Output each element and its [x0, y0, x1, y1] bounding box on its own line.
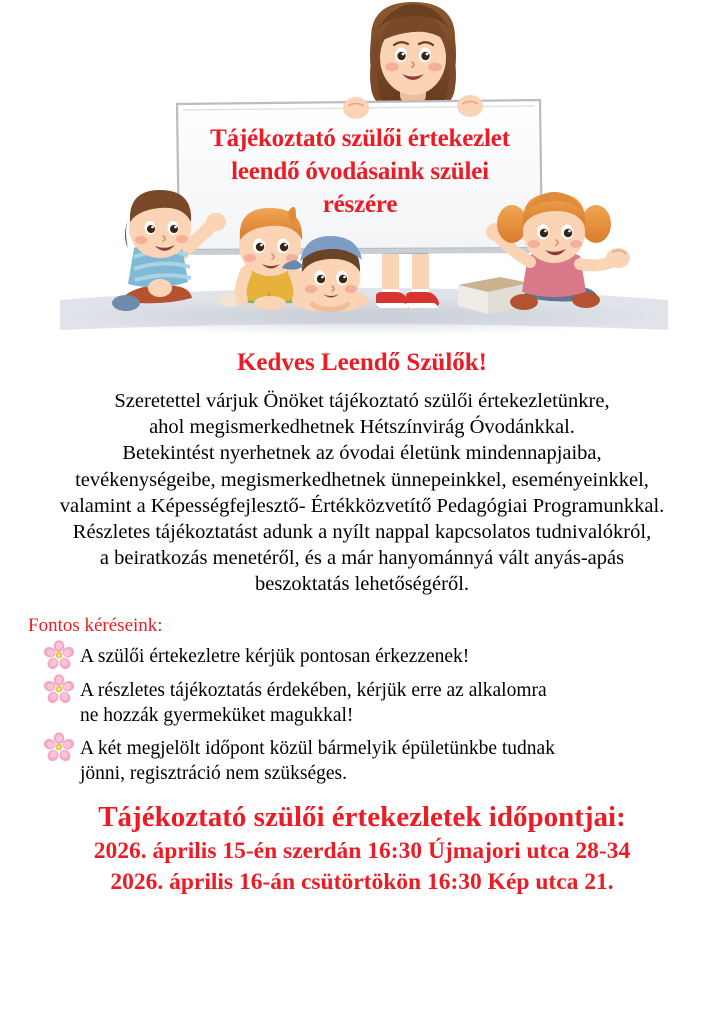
boy2-eye-glint-left: [260, 244, 263, 247]
intro-line: Részletes tájékoztatást adunk a nyílt nappal kapcsolatos tudnivalókról,: [72, 521, 652, 544]
list-item: [44, 644, 724, 670]
boy1-pupil-left: [147, 225, 155, 233]
girl-eye-glint-left: [544, 230, 547, 233]
boy3-pupil-left: [317, 275, 325, 283]
boy2-pupil-left: [256, 243, 264, 251]
girl-pupil-right: [564, 229, 572, 237]
cherry-blossom-icon: [44, 640, 74, 670]
poster-illustration: [0, 0, 724, 340]
boy2-arm-left: [241, 272, 246, 300]
boy1-cheek-left: [135, 236, 147, 244]
boy1-hand-raised: [206, 213, 226, 231]
teacher-hand-left: [343, 97, 369, 119]
intro-line: beszoktatás lehetőségéről.: [254, 573, 470, 596]
dates-heading: Tájékoztató szülői értekezletek időpontjai:: [98, 800, 626, 833]
intro-paragraph: [0, 388, 724, 598]
intro-line: ahol megismerkedhetnek Hétszínvirág Óvodánkkal.: [149, 416, 575, 439]
boy3-pupil-right: [339, 275, 347, 283]
intro-line: valamint a Képességfejlesztő- Értékközvetítő Pedagógiai Programunkkal.: [59, 494, 665, 517]
boy1-shoe: [112, 295, 140, 311]
request-line: A részletes tájékoztatás érdekében, kérjük erre az alkalomra: [80, 679, 547, 701]
date-entry: 2026. április 16-án csütörtökön 16:30 Kép utca 21.: [110, 868, 614, 895]
teacher-eye-glint-right: [426, 53, 429, 56]
requests-heading: Fontos kéréseink:: [28, 614, 163, 636]
boy3-eye-glint-left: [321, 276, 324, 279]
requests-list: [0, 644, 724, 786]
boy1-eye-glint-right: [174, 226, 177, 229]
boy2-cheek-left: [244, 254, 256, 262]
boy3-eye-glint-right: [343, 276, 346, 279]
intro-line: a beiratkozás menetéről, és a már hanyománnyá vált anyás-apás: [99, 547, 625, 570]
request-line: A szülői értekezletre kérjük pontosan érkezzenek!: [80, 645, 470, 667]
list-item: [44, 736, 724, 786]
girl-shoe-left: [510, 294, 538, 310]
boy1-hair-side: [125, 220, 128, 248]
banner-line-1: Tájékoztató szülői értekezlet: [210, 125, 510, 152]
girl-eye-glint-right: [568, 230, 571, 233]
list-item-text: [80, 678, 547, 728]
boy1-cheek-right: [176, 235, 188, 243]
boy3-cheek-right: [345, 285, 357, 293]
intro-line: Betekintést nyerhetnek az óvodai életünk mindennapjaiba,: [122, 442, 602, 465]
boy2-eye-glint-right: [284, 244, 287, 247]
teacher-cheek-left: [385, 63, 399, 72]
teacher-hand-right: [457, 95, 483, 117]
intro-line: tevékenységeibe, megismerkedhetnek ünnepeinkkel, eseményeinkkel,: [75, 468, 649, 491]
girl-cheek-left: [528, 240, 540, 248]
banner-line-2: leendő óvodásaink szülei: [231, 158, 489, 185]
teacher-shoe-sole-right: [406, 303, 438, 308]
intro-line: Szeretettel várjuk Önöket tájékoztató szülői értekezletünkre,: [114, 390, 610, 412]
teacher-pupil-left: [397, 52, 405, 60]
boy2-hands: [254, 296, 286, 310]
girl-cheek-right: [570, 240, 582, 248]
cherry-blossom-icon: [44, 674, 74, 704]
teacher-eye-glint-left: [402, 53, 405, 56]
girl-pigtail-right: [581, 205, 611, 243]
illustration-artwork: [0, 0, 724, 340]
boy1-hand-on-knee: [148, 279, 172, 297]
list-item: [44, 678, 724, 728]
teacher-shoe-sole-left: [376, 303, 408, 308]
sign-panel: [177, 100, 542, 250]
boy2-pupil-right: [280, 243, 288, 251]
cherry-blossom-icon: [44, 732, 74, 762]
request-line: A két megjelölt időpont közül bármelyik épületünkbe tudnak: [80, 737, 555, 759]
girl-pigtail-left: [497, 205, 527, 243]
request-line: jönni, regisztráció nem szükséges.: [80, 762, 347, 784]
boy3-cheek-left: [305, 285, 317, 293]
list-item-text: [80, 644, 469, 669]
dates-section: [0, 798, 724, 898]
request-line: ne hozzák gyermeküket magukkal!: [80, 704, 354, 726]
girl-pupil-left: [540, 229, 548, 237]
teacher-pupil-right: [421, 52, 429, 60]
list-item-text: [80, 736, 555, 786]
banner-line-3: részére: [322, 191, 398, 218]
teacher-cheek-right: [428, 63, 442, 72]
boy1-pupil-right: [170, 225, 178, 233]
greeting-heading: Kedves Leendő Szülők!: [236, 349, 488, 376]
date-entry: 2026. április 15-én szerdán 16:30 Újmajori utca 28-34: [93, 837, 631, 864]
boy1-eye-glint-left: [151, 226, 154, 229]
